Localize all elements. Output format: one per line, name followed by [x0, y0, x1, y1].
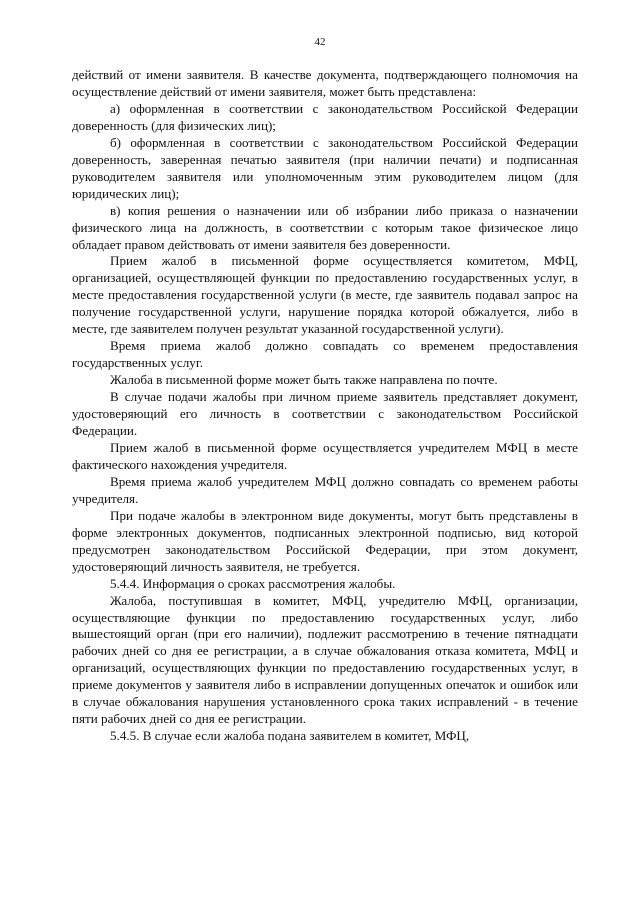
paragraph-item-v: в) копия решения о назначении или об избрании либо приказа о назначении физического лица на должность, в соответствии с которым такое физическое лицо обладает правом действовать от имени заявителя без доверенности.: [72, 202, 578, 252]
paragraph-item-b: б) оформленная в соответствии с законодательством Российской Федерации доверенность, заверенная печатью заявителя (при наличии печати) и подписанная руководителем заявителя или уполномоченным этим руководителем лицом (для юридических лиц);: [72, 134, 578, 201]
page-number: 42: [314, 36, 326, 48]
paragraph-review-terms: Жалоба, поступившая в комитет, МФЦ, учредителю МФЦ, организации, осуществляющие функции по предоставлению государственных услуг, либо вышестоящий орган (при его наличии), подлежит рассмотрению в течение пятнадцати рабочих дней со дня ее регистрации, а в случае обжалования отказа комитета, МФЦ и организаций, осуществляющих функции по предоставлению государственных услуг, в приеме документов у заявителя либо в исправлении допущенных опечаток и ошибок или в случае обжалования нарушения установленного срока таких исправлений - в течение пяти рабочих дней со дня ее регистрации.: [72, 592, 578, 727]
document-body: [72, 67, 578, 745]
paragraph-item-a: а) оформленная в соответствии с законодательством Российской Федерации доверенность (для физических лиц);: [72, 100, 578, 133]
paragraph-written-complaints: Прием жалоб в письменной форме осуществляется комитетом, МФЦ, организацией, осуществляющей функции по предоставлению государственных услуг, в месте предоставления государственной услуги (в месте, где заявитель подавал запрос на получение государственной услуги, нарушение порядка которой обжалуется, либо в месте, где заявителем получен результат указанной государственной услуги).: [72, 253, 578, 337]
section-heading-5-4-4: 5.4.4. Информация о сроках рассмотрения жалобы.: [110, 575, 396, 591]
paragraph-electronic: При подаче жалобы в электронном виде документы, могут быть представлены в форме электронных документов, подписанных электронной подписью, вид которой предусмотрен законодательством Российской Федерации, при этом документ, удостоверяющий личность заявителя, не требуется.: [72, 507, 578, 574]
paragraph-personal-reception: В случае подачи жалобы при личном приеме заявитель представляет документ, удостоверяющий его личность в соответствии с законодательством Российской Федерации.: [72, 389, 578, 439]
section-heading-5-4-5: 5.4.5. В случае если жалоба подана заявителем в комитет, МФЦ,: [110, 728, 470, 744]
paragraph-founder-reception: Прием жалоб в письменной форме осуществляется учредителем МФЦ в месте фактического нахождения учредителя.: [72, 439, 578, 472]
paragraph-founder-time: Время приема жалоб учредителем МФЦ должно совпадать со временем работы учредителя.: [72, 473, 578, 506]
paragraph-reception-time: Время приема жалоб должно совпадать со временем предоставления государственных услуг.: [72, 338, 578, 371]
paragraph-continuation: действий от имени заявителя. В качестве документа, подтверждающего полномочия на осуществление действий от имени заявителя, может быть представлена:: [72, 67, 578, 99]
paragraph-by-mail: Жалоба в письменной форме может быть также направлена по почте.: [110, 372, 498, 388]
